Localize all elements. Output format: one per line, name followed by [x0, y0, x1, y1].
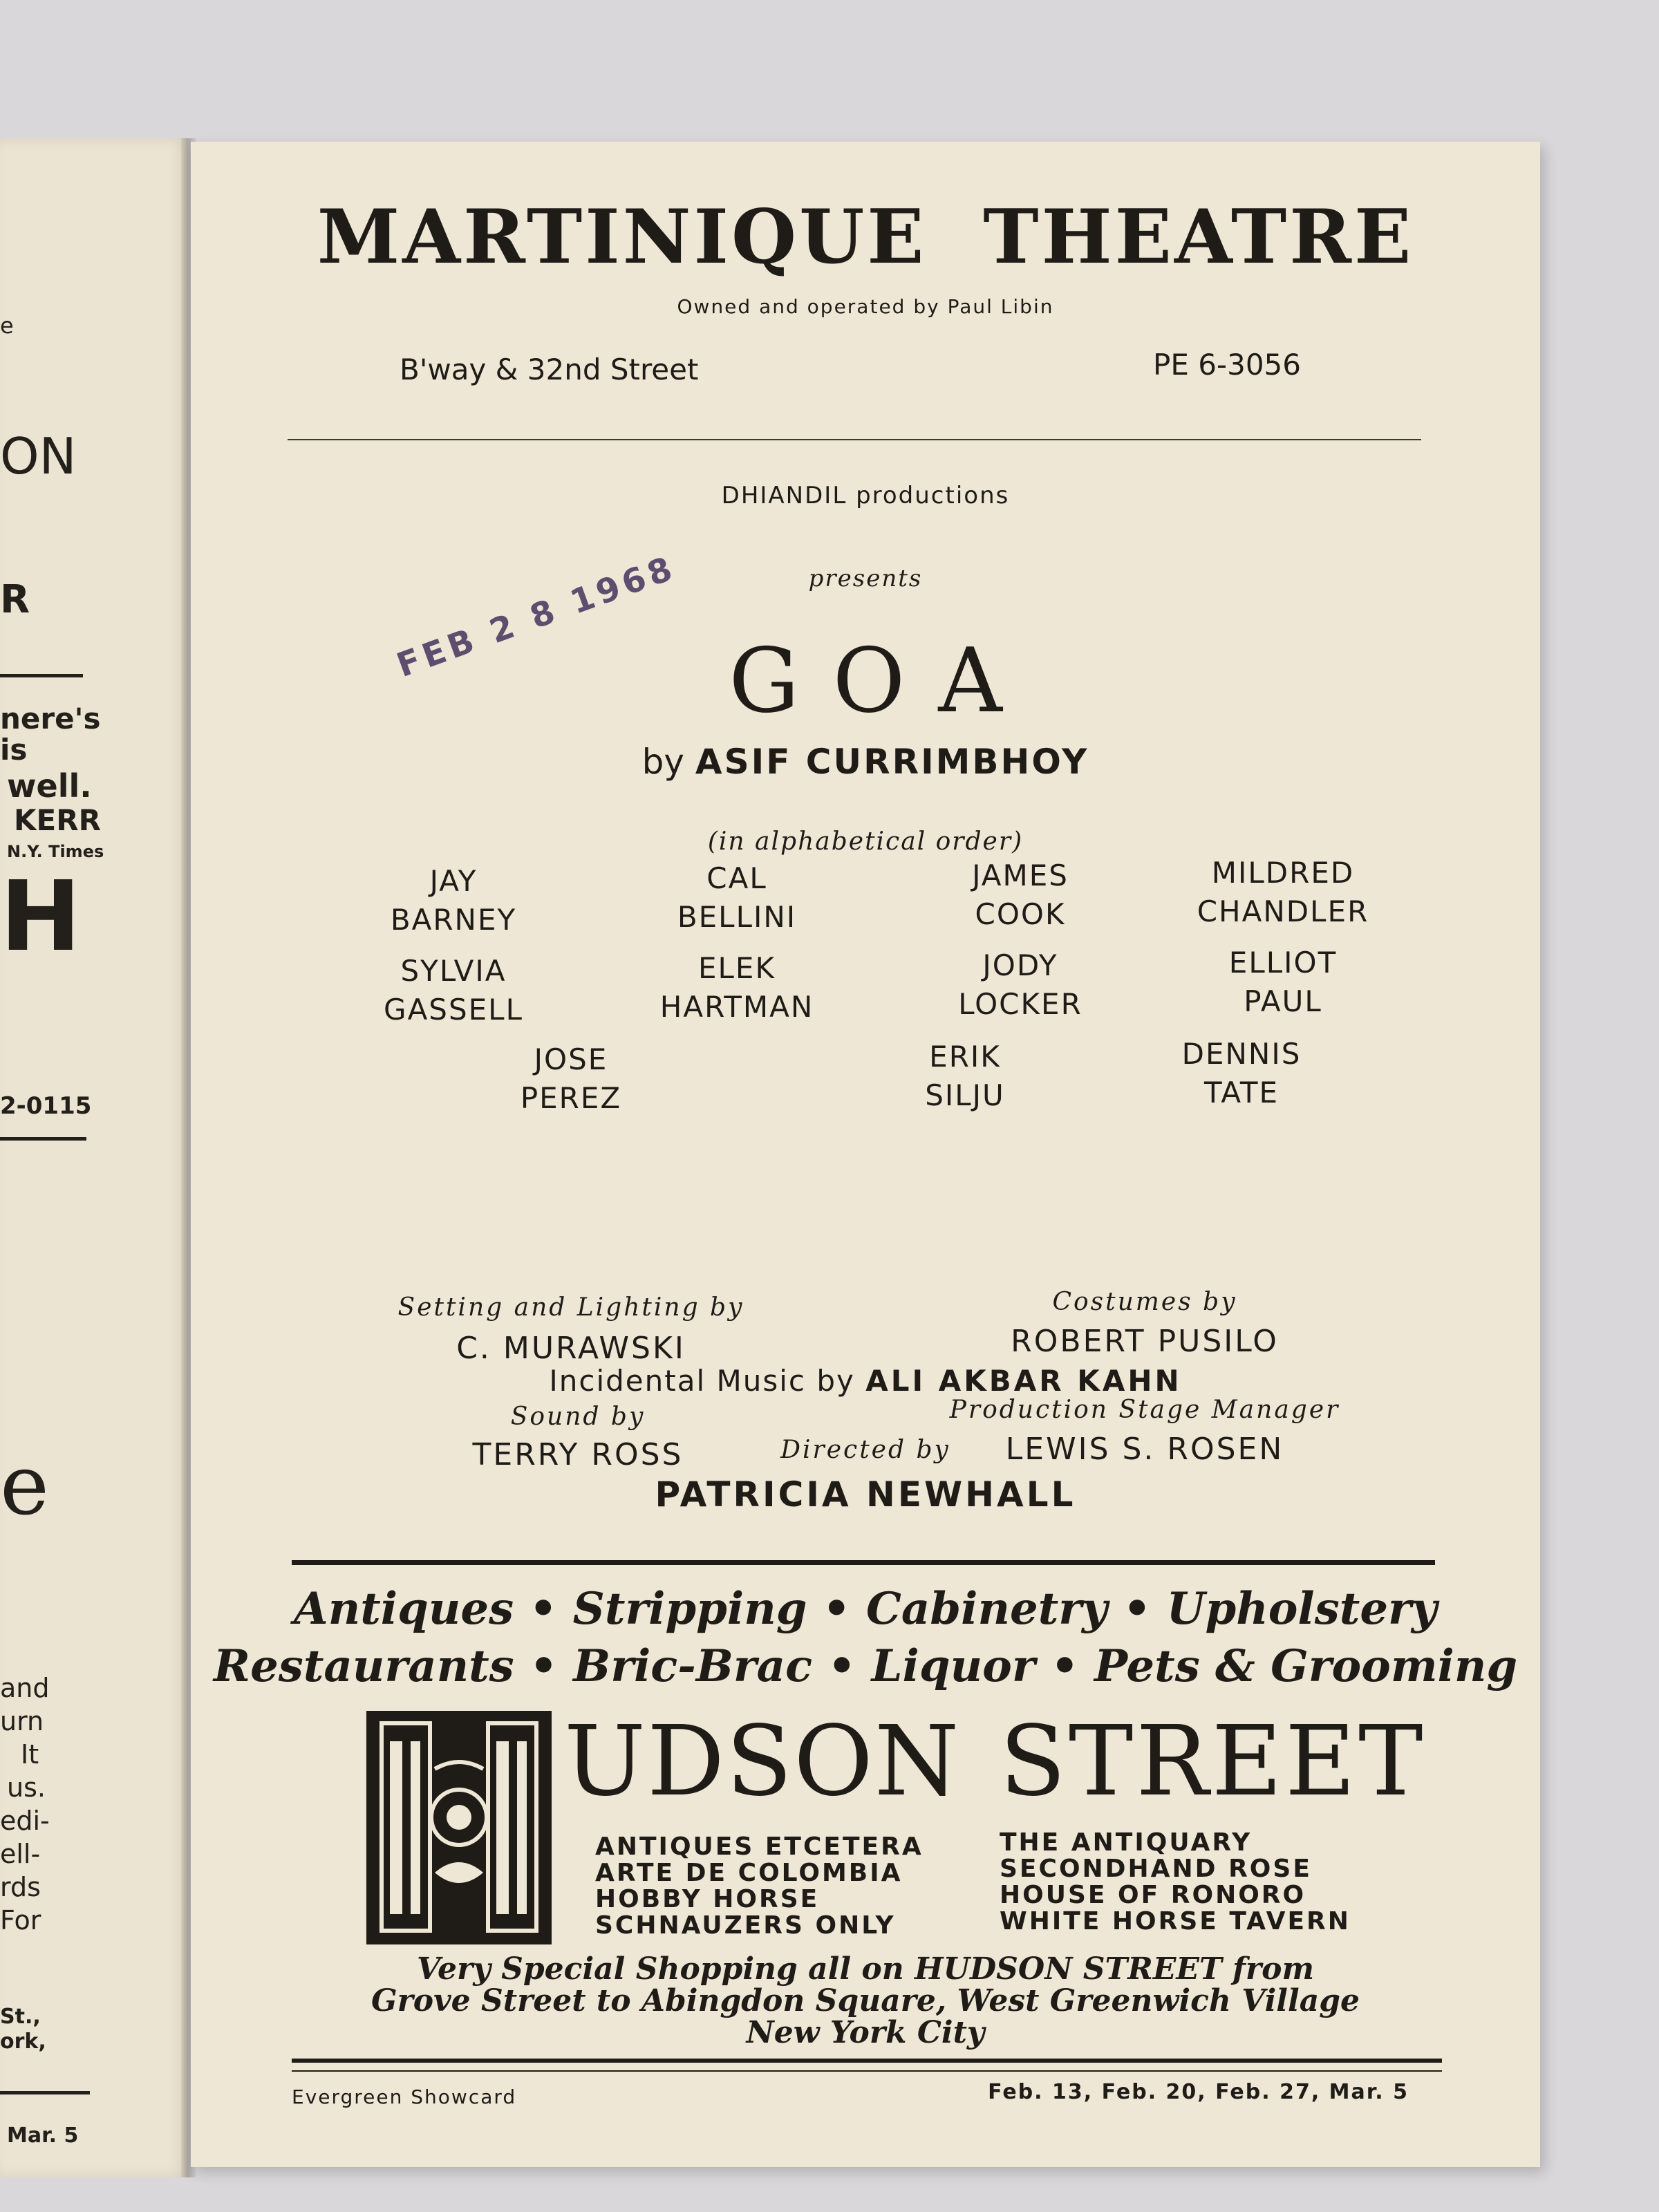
costumes-role: Costumes by: [1052, 1288, 1237, 1316]
footer-rule-thin: [292, 2070, 1442, 2072]
shop-name: ARTE DE COLOMBIA: [595, 1859, 903, 1887]
cast-last: GASSELL: [384, 993, 523, 1027]
cast-member: [924, 946, 1117, 1024]
costumes-name: ROBERT PUSILO: [1011, 1324, 1279, 1359]
shop-list-left: [595, 1834, 924, 1939]
hudson-h-logo: [366, 1711, 552, 1944]
cast-member: [364, 862, 543, 939]
cast-first: DENNIS: [1181, 1037, 1302, 1071]
setting-name: C. MURAWSKI: [456, 1331, 686, 1366]
cast-last: COOK: [975, 897, 1066, 931]
left-fragment: ON: [0, 427, 77, 485]
author-name: ASIF CURRIMBHOY: [695, 742, 1089, 782]
left-fragment: H: [0, 861, 82, 973]
cast-last: CHANDLER: [1197, 894, 1369, 928]
cast-first: ELEK: [697, 951, 776, 985]
left-fragment: ell-: [0, 1839, 41, 1869]
left-fragment: N.Y. Times: [7, 842, 104, 861]
cast-last: HARTMAN: [659, 990, 814, 1024]
cast-first: ELLIOT: [1228, 946, 1338, 980]
left-fragment: edi-: [0, 1806, 50, 1836]
order-note: (in alphabetical order): [707, 827, 1024, 856]
music-credit: [191, 1364, 1540, 1398]
theatre-phone: PE 6-3056: [1153, 348, 1301, 382]
director-name: PATRICIA NEWHALL: [655, 1474, 1076, 1515]
owner-line: Owned and operated by Paul Libin: [677, 295, 1054, 318]
left-fragment: It: [21, 1739, 39, 1770]
previous-page: [0, 138, 188, 2177]
left-rule: [0, 1137, 86, 1141]
cast-first: ERIK: [929, 1040, 1001, 1074]
left-fragment: is: [0, 733, 28, 767]
play-title: GOA: [729, 630, 1035, 733]
header-divider: [288, 439, 1421, 440]
cast-member: [633, 949, 841, 1027]
cast-last: BELLINI: [677, 900, 797, 934]
cast-first: JODY: [982, 948, 1058, 982]
cast-member: [640, 859, 834, 937]
street-wordmark: STREET: [1000, 1705, 1426, 1818]
cast-member: [350, 952, 557, 1029]
left-fragment: R: [0, 577, 30, 622]
shop-name: HOBBY HORSE: [595, 1885, 820, 1913]
publisher: Evergreen Showcard: [292, 2086, 517, 2108]
ad-top-rule: [292, 1560, 1435, 1565]
cast-last: PEREZ: [520, 1081, 622, 1115]
stage-manager-name: LEWIS S. ROSEN: [1005, 1432, 1284, 1467]
cast-last: PAUL: [1244, 984, 1322, 1018]
presents-label: presents: [808, 565, 923, 592]
music-prefix: Incidental Music by: [549, 1364, 855, 1398]
cast-member: [1179, 854, 1387, 931]
author-prefix: by: [641, 742, 684, 782]
setting-role: Setting and Lighting by: [397, 1293, 744, 1322]
left-rule: [0, 674, 83, 677]
ad-footer-line: New York City: [746, 2015, 985, 2050]
left-fragment: St.,: [0, 2005, 41, 2029]
performance-dates: Feb. 13, Feb. 20, Feb. 27, Mar. 5: [988, 2080, 1409, 2104]
cast-first: SYLVIA: [400, 954, 507, 988]
cast-member: [1145, 1035, 1338, 1112]
producer: DHIANDIL productions: [721, 482, 1010, 509]
sound-name: TERRY ROSS: [472, 1437, 684, 1472]
cast-first: JOSE: [534, 1042, 608, 1076]
left-fragment: well.: [7, 767, 92, 805]
left-fragment: Mar. 5: [7, 2124, 79, 2148]
shop-name: HOUSE OF RONORO: [1000, 1881, 1306, 1909]
cast-member: [924, 856, 1117, 934]
program-page: [191, 142, 1540, 2167]
ad-footer-line: Very Special Shopping all on HUDSON STREET from: [416, 1951, 1315, 1987]
cast-member: [481, 1040, 661, 1118]
cast-first: MILDRED: [1211, 856, 1355, 890]
left-fragment: 2-0115: [0, 1092, 92, 1120]
date-stamp: FEB 2 8 1968: [391, 548, 682, 685]
left-fragment: ork,: [0, 2030, 46, 2054]
left-fragment: nere's: [0, 702, 101, 735]
shop-name: WHITE HORSE TAVERN: [1000, 1907, 1351, 1936]
left-fragment: and: [0, 1673, 50, 1703]
cast-last: SILJU: [925, 1078, 1005, 1112]
left-fragment: e: [0, 312, 14, 339]
theatre-address: B'way & 32nd Street: [400, 353, 699, 386]
cast-last: BARNEY: [390, 903, 517, 937]
cast-first: JAY: [429, 864, 478, 898]
shop-name: SECONDHAND ROSE: [1000, 1855, 1312, 1883]
cast-first: CAL: [706, 861, 767, 895]
theatre-name: MARTINIQUE THEATRE: [317, 194, 1414, 281]
left-fragment: rds: [0, 1872, 41, 1902]
music-name: ALI AKBAR KAHN: [865, 1364, 1182, 1398]
left-fragment: KERR: [14, 803, 101, 837]
cast-member: [1186, 944, 1380, 1021]
left-fragment: urn: [0, 1706, 44, 1736]
cast-member: [896, 1038, 1034, 1115]
author-line: [191, 742, 1540, 782]
ad-services-line: Antiques • Stripping • Cabinetry • Upholstery: [294, 1583, 1437, 1635]
ornament-icon: [369, 1714, 549, 1942]
ad-services-line: Restaurants • Bric-Brac • Liquor • Pets & Grooming: [213, 1640, 1518, 1692]
cast-first: JAMES: [972, 859, 1069, 892]
shop-name: SCHNAUZERS ONLY: [595, 1911, 896, 1940]
director-label: Directed by: [780, 1436, 950, 1464]
footer-rule: [292, 2059, 1442, 2063]
shop-list-right: [1000, 1830, 1351, 1935]
left-fragment: e: [0, 1438, 50, 1534]
stage-manager-role: Production Stage Manager: [949, 1396, 1340, 1424]
left-rule: [0, 2091, 90, 2094]
cast-last: LOCKER: [958, 987, 1082, 1021]
left-fragment: For: [0, 1905, 41, 1936]
sound-role: Sound by: [510, 1403, 646, 1431]
shop-name: THE ANTIQUARY: [1000, 1828, 1253, 1857]
cast-last: TATE: [1203, 1076, 1280, 1109]
ad-footer-line: Grove Street to Abingdon Square, West Greenwich Village: [371, 1983, 1360, 2018]
shop-name: ANTIQUES ETCETERA: [595, 1833, 924, 1861]
hudson-wordmark: UDSON: [564, 1705, 961, 1818]
left-fragment: us.: [7, 1772, 46, 1803]
